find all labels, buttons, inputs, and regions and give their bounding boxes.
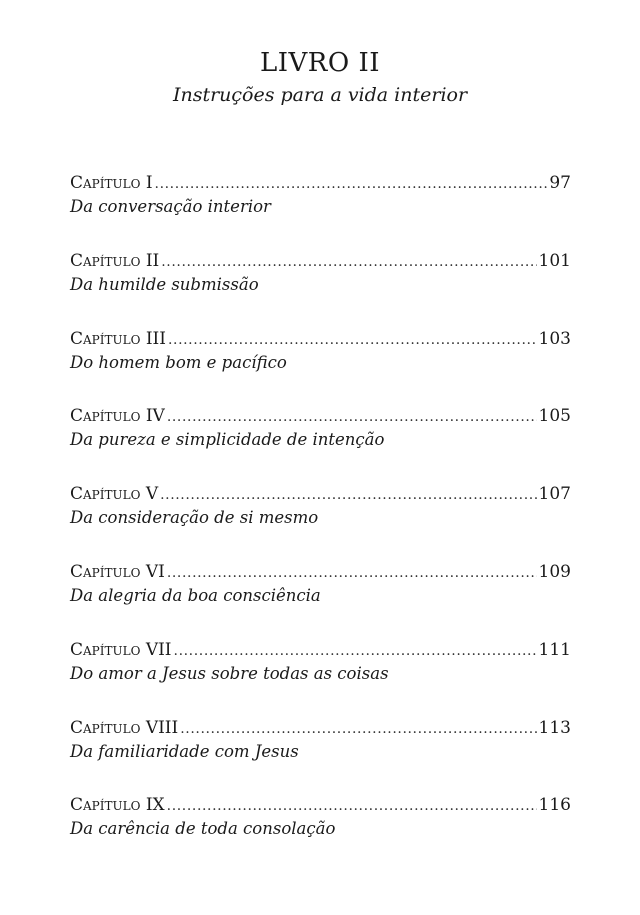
- dot-leader: [167, 795, 537, 817]
- page-number: 116: [538, 795, 571, 816]
- chapter-subtitle: Do amor a Jesus sobre todas as coisas: [70, 663, 389, 683]
- page-number: 101: [538, 250, 571, 271]
- toc-entry-9: [70, 794, 571, 872]
- chapter-subtitle: Da alegria da boa consciência: [70, 585, 321, 605]
- page-number: 97: [549, 173, 571, 193]
- toc-entry-7: [70, 639, 571, 717]
- page-number: 103: [538, 328, 571, 349]
- chapter-subtitle: Do homem bom e pacífico: [70, 352, 287, 372]
- chapter-label: Capítulo IV: [70, 406, 165, 427]
- table-of-contents: [70, 172, 571, 872]
- chapter-label: Capítulo III: [70, 328, 166, 349]
- chapter-label: Capítulo II: [70, 250, 160, 271]
- book-subtitle: Instruções para a vida interior: [172, 84, 468, 106]
- chapter-subtitle: Da familiaridade com Jesus: [70, 741, 299, 761]
- dot-leader: [174, 640, 537, 662]
- toc-entry-1: [70, 172, 571, 250]
- toc-entry-2: [70, 250, 571, 328]
- chapter-subtitle: Da conversação interior: [70, 197, 271, 216]
- toc-entry-5: [70, 483, 571, 561]
- toc-entry-6: [70, 561, 571, 639]
- toc-entry-3: [70, 328, 571, 406]
- page-number: 109: [538, 561, 571, 582]
- page-number: 107: [538, 484, 571, 505]
- dot-leader: [180, 718, 536, 740]
- chapter-label: Capítulo VII: [70, 639, 172, 660]
- dot-leader: [161, 251, 536, 273]
- book-title: LIVRO II: [259, 48, 380, 78]
- chapter-subtitle: Da consideração de si mesmo: [70, 508, 319, 528]
- page-number: 111: [538, 639, 571, 660]
- dot-leader: [160, 484, 536, 506]
- toc-entry-8: [70, 717, 571, 795]
- chapter-subtitle: Da humilde submissão: [70, 274, 259, 294]
- chapter-label: Capítulo VIII: [70, 717, 179, 738]
- chapter-label: Capítulo V: [70, 484, 159, 505]
- dot-leader: [167, 562, 537, 584]
- chapter-subtitle: Da carência de toda consolação: [70, 819, 336, 839]
- chapter-label: Capítulo IX: [70, 795, 165, 816]
- page-number: 105: [538, 406, 571, 427]
- chapter-label: Capítulo VI: [70, 561, 165, 582]
- chapter-label: Capítulo I: [70, 173, 153, 193]
- toc-entry-4: [70, 405, 571, 483]
- dot-leader: [168, 329, 537, 351]
- dot-leader: [155, 173, 548, 195]
- chapter-subtitle: Da pureza e simplicidade de intenção: [70, 430, 385, 450]
- page-number: 113: [538, 717, 571, 738]
- dot-leader: [167, 406, 537, 428]
